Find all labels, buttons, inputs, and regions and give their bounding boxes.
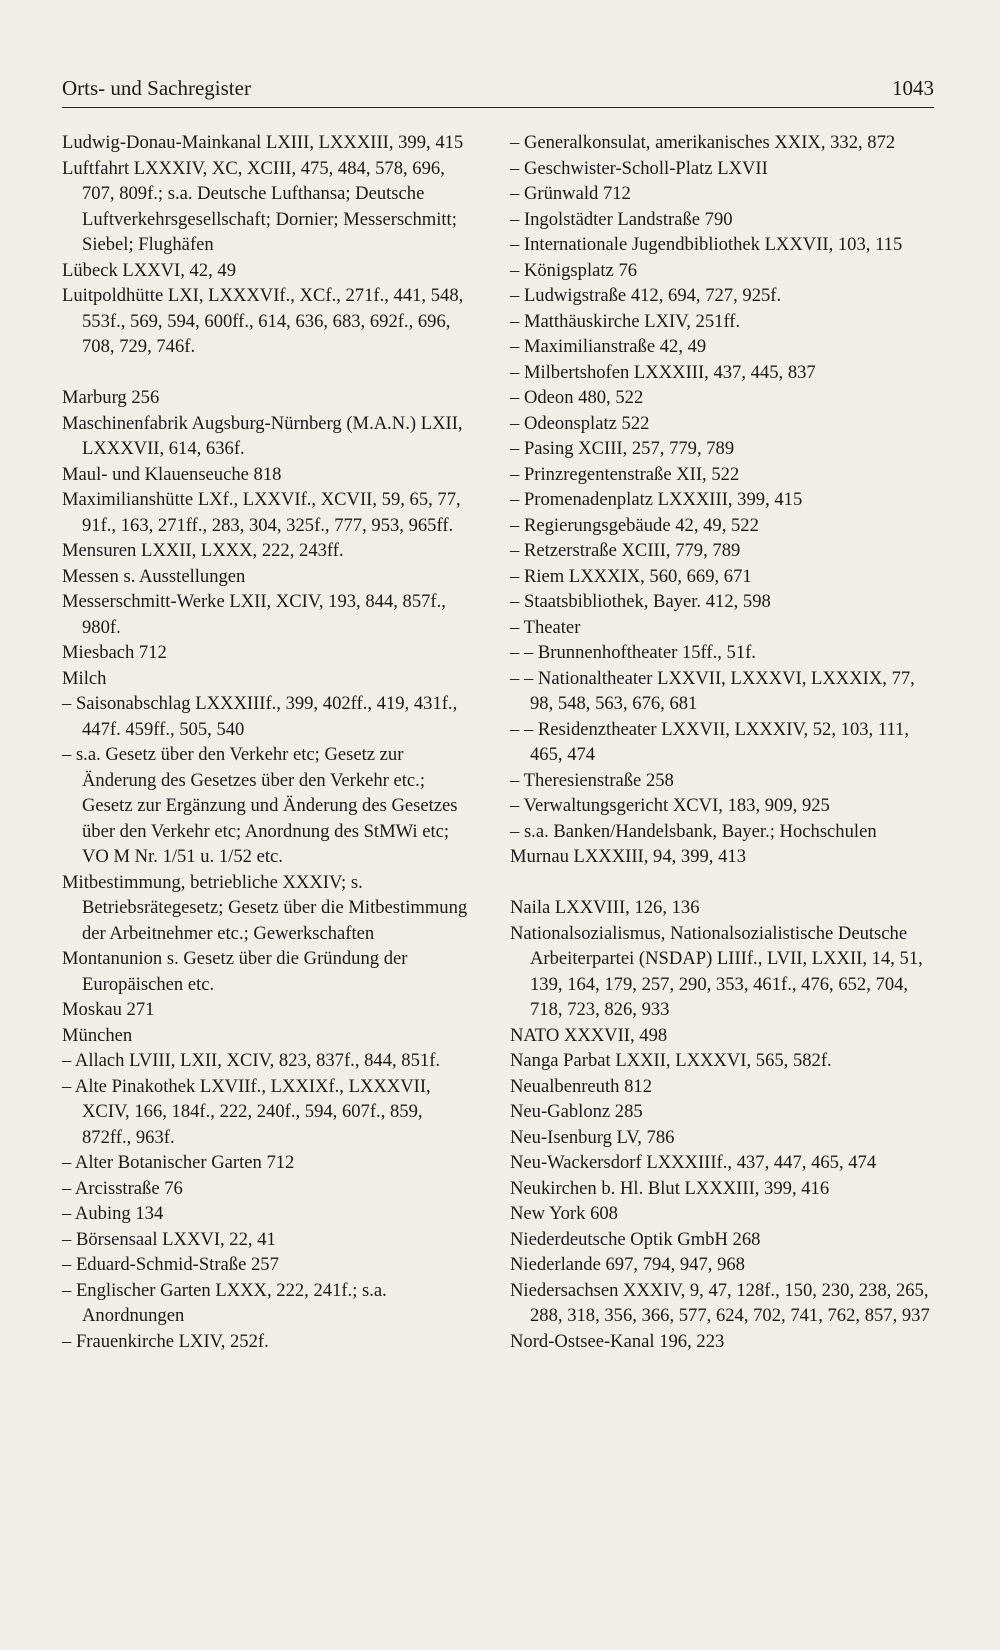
index-entry: Neualbenreuth 812 <box>510 1075 652 1097</box>
index-entry: – Riem LXXXIX, 560, 669, 671 <box>510 565 752 587</box>
index-entry: – Frauenkirche LXIV, 252f. <box>62 1330 269 1352</box>
index-entry: Maximilianshütte LXf., LXXVIf., XCVII, 59, 65, 77, 91f., 163, 271ff., 283, 304, 325f., 777, 953, 965ff. <box>62 489 461 536</box>
index-entry: Niederlande 697, 794, 947, 968 <box>510 1254 745 1275</box>
index-entry: – Geschwister-Scholl-Platz LXVII <box>510 157 768 179</box>
section-gap <box>62 360 472 386</box>
index-entry: – Pasing XCIII, 257, 779, 789 <box>510 438 735 459</box>
index-entry: – Allach LVIII, LXII, XCIV, 823, 837f., 844, 851f. <box>62 1050 441 1071</box>
index-entry: Milch <box>62 667 107 689</box>
page-number: 1043 <box>892 76 934 100</box>
index-entry: – Ingolstädter Landstraße 790 <box>510 208 733 230</box>
index-entry: Ludwig-Donau-Mainkanal LXIII, LXXXIII, 399, 415 <box>62 132 464 153</box>
index-entry: – Odeon 480, 522 <box>510 387 644 408</box>
index-entry: Maul- und Klauenseuche 818 <box>62 463 282 485</box>
index-entry: – Staatsbibliothek, Bayer. 412, 598 <box>510 591 771 612</box>
index-entry: Neu-Gablonz 285 <box>510 1101 643 1122</box>
index-entry: – Theater <box>510 616 581 638</box>
index-column-right <box>510 130 940 1354</box>
index-entry: – Grünwald 712 <box>510 183 631 204</box>
index-entry: – Odeonsplatz 522 <box>510 412 650 434</box>
index-entry: New York 608 <box>510 1203 618 1224</box>
index-entry: – Arcisstraße 76 <box>62 1177 183 1199</box>
index-entry: Neu-Isenburg LV, 786 <box>510 1126 675 1148</box>
index-entry: Montanunion s. Gesetz über die Gründung der Europäischen etc. <box>62 948 408 995</box>
index-entry: Marburg 256 <box>62 387 160 408</box>
index-entry: – Prinzregentenstraße XII, 522 <box>510 463 740 485</box>
index-entry: – Aubing 134 <box>62 1203 164 1224</box>
index-entry: – Generalkonsulat, amerikanisches XXIX, 332, 872 <box>510 132 896 153</box>
index-entry: Neu-Wackersdorf LXXXIIIf., 437, 447, 465, 474 <box>510 1152 877 1173</box>
index-entry: – Milbertshofen LXXXIII, 437, 445, 837 <box>510 361 816 383</box>
index-entry: – – Nationaltheater LXXVII, LXXXVI, LXXXIX, 77, 98, 548, 563, 676, 681 <box>510 667 915 714</box>
index-entry: – Internationale Jugendbibliothek LXXVII, 103, 115 <box>510 234 903 255</box>
index-column-left <box>62 130 472 1354</box>
index-entry: – Verwaltungsgericht XCVI, 183, 909, 925 <box>510 795 830 816</box>
index-entry: Luftfahrt LXXXIV, XC, XCIII, 475, 484, 578, 696, 707, 809f.; s.a. Deutsche Lufthansa; Deutsche Luftverkehrsgesellschaft; Dornier; Messerschmitt; Siebel; Flughäfen <box>62 157 457 255</box>
index-entry: – Börsensaal LXXVI, 22, 41 <box>62 1228 276 1250</box>
index-entry: – Matthäuskirche LXIV, 251ff. <box>510 310 741 332</box>
index-entry: München <box>62 1024 133 1046</box>
running-header <box>62 66 934 108</box>
index-entry: Mitbestimmung, betriebliche XXXIV; s. Betriebsrätegesetz; Gesetz über die Mitbestimmung der Arbeitnehmer etc.; Gewerkschaften <box>62 871 468 944</box>
index-entry: Neukirchen b. Hl. Blut LXXXIII, 399, 416 <box>510 1177 830 1199</box>
index-entry: Miesbach 712 <box>62 642 167 663</box>
index-entry: Maschinenfabrik Augsburg-Nürnberg (M.A.N.) LXII, LXXXVII, 614, 636f. <box>62 412 463 459</box>
index-entry: Messen s. Ausstellungen <box>62 565 246 587</box>
index-entry: – s.a. Banken/Handelsbank, Bayer.; Hochschulen <box>510 820 877 842</box>
index-entry: – Eduard-Schmid-Straße 257 <box>62 1254 279 1275</box>
index-entry: – Königsplatz 76 <box>510 259 638 281</box>
index-entry: – s.a. Gesetz über den Verkehr etc; Gesetz zur Änderung des Gesetzes über den Verkehr etc.; Gesetz zur Ergänzung und Änderung des Gesetzes über den Verkehr etc; Anordnung des StMWi etc; VO M Nr. 1/51 u. 1/52 etc. <box>62 744 458 867</box>
index-entry: – Promenadenplatz LXXXIII, 399, 415 <box>510 489 803 510</box>
running-title: Orts- und Sachregister <box>62 76 251 100</box>
section-gap <box>510 870 940 896</box>
index-entry: Luitpoldhütte LXI, LXXXVIf., XCf., 271f., 441, 548, 553f., 569, 594, 600ff., 614, 636, 683, 692f., 696, 708, 729, 746f. <box>62 285 464 357</box>
index-entry: – Ludwigstraße 412, 694, 727, 925f. <box>510 285 782 306</box>
index-entry: Niedersachsen XXXIV, 9, 47, 128f., 150, 230, 238, 265, 288, 318, 356, 366, 577, 624, 702, 741, 762, 857, 937 <box>510 1279 930 1326</box>
index-entry: Nationalsozialismus, Nationalsozialistische Deutsche Arbeiterpartei (NSDAP) LIIIf., LVII, LXXII, 14, 51, 139, 164, 179, 257, 290, 353, 461f., 476, 652, 704, 718, 723, 826, 933 <box>510 922 923 1020</box>
index-entry: Naila LXXVIII, 126, 136 <box>510 897 700 918</box>
index-entry: – Maximilianstraße 42, 49 <box>510 336 707 357</box>
index-entry: – – Brunnenhoftheater 15ff., 51f. <box>510 642 756 663</box>
index-entry: – Retzerstraße XCIII, 779, 789 <box>510 540 741 561</box>
index-entry: Murnau LXXXIII, 94, 399, 413 <box>510 846 746 867</box>
index-entry: – Alte Pinakothek LXVIIf., LXXIXf., LXXXVII, XCIV, 166, 184f., 222, 240f., 594, 607f., 859, 872ff., 963f. <box>62 1075 431 1148</box>
index-entry: – Englischer Garten LXXX, 222, 241f.; s.a. Anordnungen <box>62 1279 387 1326</box>
index-entry: Messerschmitt-Werke LXII, XCIV, 193, 844, 857f., 980f. <box>62 591 446 638</box>
index-entry: Lübeck LXXVI, 42, 49 <box>62 259 237 281</box>
index-entry: Moskau 271 <box>62 999 155 1020</box>
index-entry: – Alter Botanischer Garten 712 <box>62 1152 295 1173</box>
index-entry: Nanga Parbat LXXII, LXXXVI, 565, 582f. <box>510 1050 832 1071</box>
index-entry: – Saisonabschlag LXXXIIIf., 399, 402ff., 419, 431f., 447f. 459ff., 505, 540 <box>62 693 458 740</box>
index-entry: – Theresienstraße 258 <box>510 769 674 791</box>
index-entry: Nord-Ostsee-Kanal 196, 223 <box>510 1330 725 1352</box>
index-entry: Mensuren LXXII, LXXX, 222, 243ff. <box>62 540 344 561</box>
index-entry: Niederdeutsche Optik GmbH 268 <box>510 1228 761 1250</box>
index-entry: – – Residenztheater LXXVII, LXXXIV, 52, 103, 111, 465, 474 <box>510 718 909 765</box>
index-entry: – Regierungsgebäude 42, 49, 522 <box>510 514 759 536</box>
index-entry: NATO XXXVII, 498 <box>510 1024 668 1046</box>
